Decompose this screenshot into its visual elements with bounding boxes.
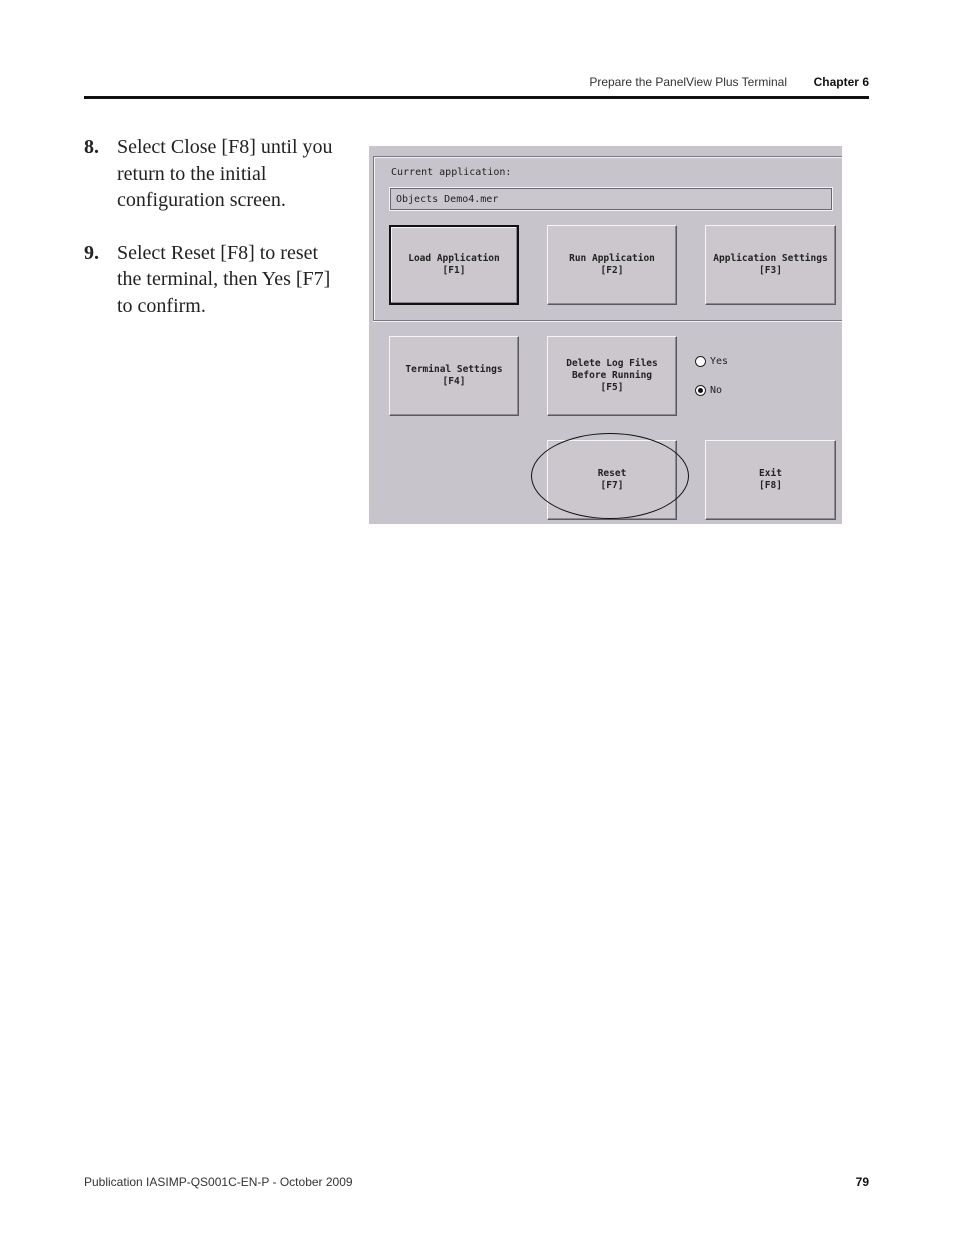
button-label: Load Application	[408, 253, 500, 264]
reset-highlight-circle	[531, 433, 689, 519]
radio-label: No	[710, 385, 723, 396]
button-label: Reset	[597, 468, 627, 479]
step-8	[84, 134, 334, 214]
radio-label: Yes	[710, 356, 729, 367]
button-label: Application Settings	[713, 253, 828, 264]
step-9	[84, 240, 334, 320]
step-text: Select Reset [F8] to reset the terminal, then Yes [F7] to confirm.	[117, 241, 331, 317]
load-application-button[interactable]	[389, 225, 519, 305]
run-application-button[interactable]	[547, 225, 677, 305]
button-label: Run Application	[569, 253, 655, 264]
instruction-steps	[84, 134, 334, 345]
header-rule	[84, 96, 869, 99]
button-key: [F4]	[442, 376, 466, 387]
radio-unchecked-icon	[695, 356, 706, 367]
delete-log-files-button[interactable]	[547, 336, 677, 416]
button-key: [F3]	[759, 265, 782, 276]
header-section-title: Prepare the PanelView Plus Terminal	[589, 75, 787, 89]
step-text: Select Close [F8] until you return to the initial configuration screen.	[117, 136, 333, 211]
step-number: 8.	[84, 136, 99, 158]
button-key: [F8]	[759, 480, 782, 491]
button-key: [F2]	[600, 265, 624, 276]
terminal-config-screen	[369, 146, 842, 524]
radio-checked-icon	[695, 385, 706, 396]
button-label: Terminal Settings	[405, 364, 503, 375]
application-settings-button[interactable]	[705, 225, 836, 305]
header-chapter: Chapter 6	[813, 75, 869, 89]
step-number: 9.	[84, 241, 99, 264]
button-key: [F5]	[600, 382, 624, 393]
exit-button[interactable]	[705, 440, 836, 520]
button-label: Before Running	[571, 370, 653, 381]
footer-page-number: 79	[855, 1175, 869, 1189]
terminal-settings-button[interactable]	[389, 336, 519, 416]
button-label: Exit	[759, 468, 782, 479]
delete-logs-no-radio[interactable]	[695, 385, 722, 396]
current-application-field: Objects Demo4.mer	[390, 188, 832, 210]
current-application-label: Current application:	[391, 167, 512, 178]
button-key: [F1]	[442, 265, 466, 276]
button-key: [F7]	[600, 480, 624, 491]
footer-publication: Publication IASIMP-QS001C-EN-P - October 2009	[84, 1175, 353, 1189]
delete-logs-yes-radio[interactable]	[695, 356, 728, 367]
button-label: Delete Log Files	[566, 358, 658, 369]
